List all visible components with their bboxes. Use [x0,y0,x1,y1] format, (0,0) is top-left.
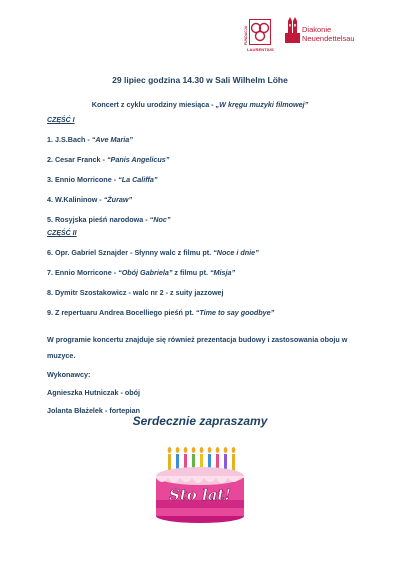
performer-name: Jolanta Błażelek - fortepian [47,406,141,415]
item-title: “Ave Maria” [91,135,133,144]
item-title: “Panis Angelicus” [106,155,170,164]
program-item [47,195,132,204]
item-title: “Misja” [209,268,236,277]
cake-text: Sto lat! [169,486,231,504]
candle-flame [224,447,228,453]
candle-flame [184,447,188,453]
logo-line-1: Diakonie [302,25,332,34]
program-note: W programie koncertu znajduje się również prezentacja budowy i zastosowania oboju w muzyce. [47,335,348,360]
program-item [47,135,133,144]
church-towers-icon [285,17,300,43]
logo-vertical-text: FUNDACJA [244,25,248,45]
item-text: 9. Z repertuaru Andrea Bocelliego pieśń pt. [47,308,196,317]
candle-flame [168,447,172,453]
candle-flame [208,447,212,453]
item-title: “Noc” [149,215,171,224]
program-item [47,248,259,257]
item-text: 8. Dymitr Szostakowicz - walc nr 2 - z suity jazzowej [47,288,224,297]
part-2-heading: CZĘŚĆ II [47,230,77,237]
program-item [47,175,158,184]
item-title: “Obój Gabriela” [118,268,173,277]
subtitle-title: „W kręgu muzyki filmowej” [215,100,309,109]
birthday-cake-icon [152,444,248,524]
candle-flame [216,447,220,453]
laurentius-logo [244,17,274,52]
program-item [47,268,235,277]
event-subtitle [0,100,400,109]
logo-caption: LAURENTIUS [247,47,274,52]
laurentius-emblem-icon [249,19,271,45]
invitation-heading: Serdecznie zapraszamy [132,414,268,428]
subtitle-prefix: Koncert z cyklu urodziny miesiąca - [91,100,216,109]
item-text: 6. Opr. Gabriel Sznajder - Słynny walc z filmu pt. [47,248,214,257]
candle-flame [176,447,180,453]
candle-flame [192,447,196,453]
performer-name: Agnieszka Hutniczak - obój [47,388,141,397]
program-item [47,155,169,164]
item-text: 4. W.Kalininow - [47,195,104,204]
item-text: 5. Rosyjska pieśń narodowa - [47,215,150,224]
item-title: “Żuraw” [103,195,133,204]
program-item [47,288,224,297]
candle-flame [200,447,204,453]
performers-label: Wykonawcy: [47,370,91,379]
item-text: 3. Ennio Morricone - [47,175,119,184]
logo-line-2: Neuendettelsau [302,34,355,43]
item-title: “La Califfa” [118,175,158,184]
diakonie-logo [285,17,365,51]
item-text: 7. Ennio Morricone - [47,268,119,277]
event-date: 29 lipiec godzina 14.30 w Sali Wilhelm Löhe [112,75,288,85]
item-text: 2. Cesar Franck - [47,155,107,164]
item-title: “Time to say goodbye” [195,308,275,317]
program-item [47,215,170,224]
item-text: 1. J.S.Bach - [47,135,92,144]
candle-flame [232,447,236,453]
program-item [47,308,274,317]
item-title: “Noce i dnie” [213,248,259,257]
item-text: z filmu pt. [172,268,210,277]
part-1-heading: CZĘŚĆ I [47,117,75,124]
